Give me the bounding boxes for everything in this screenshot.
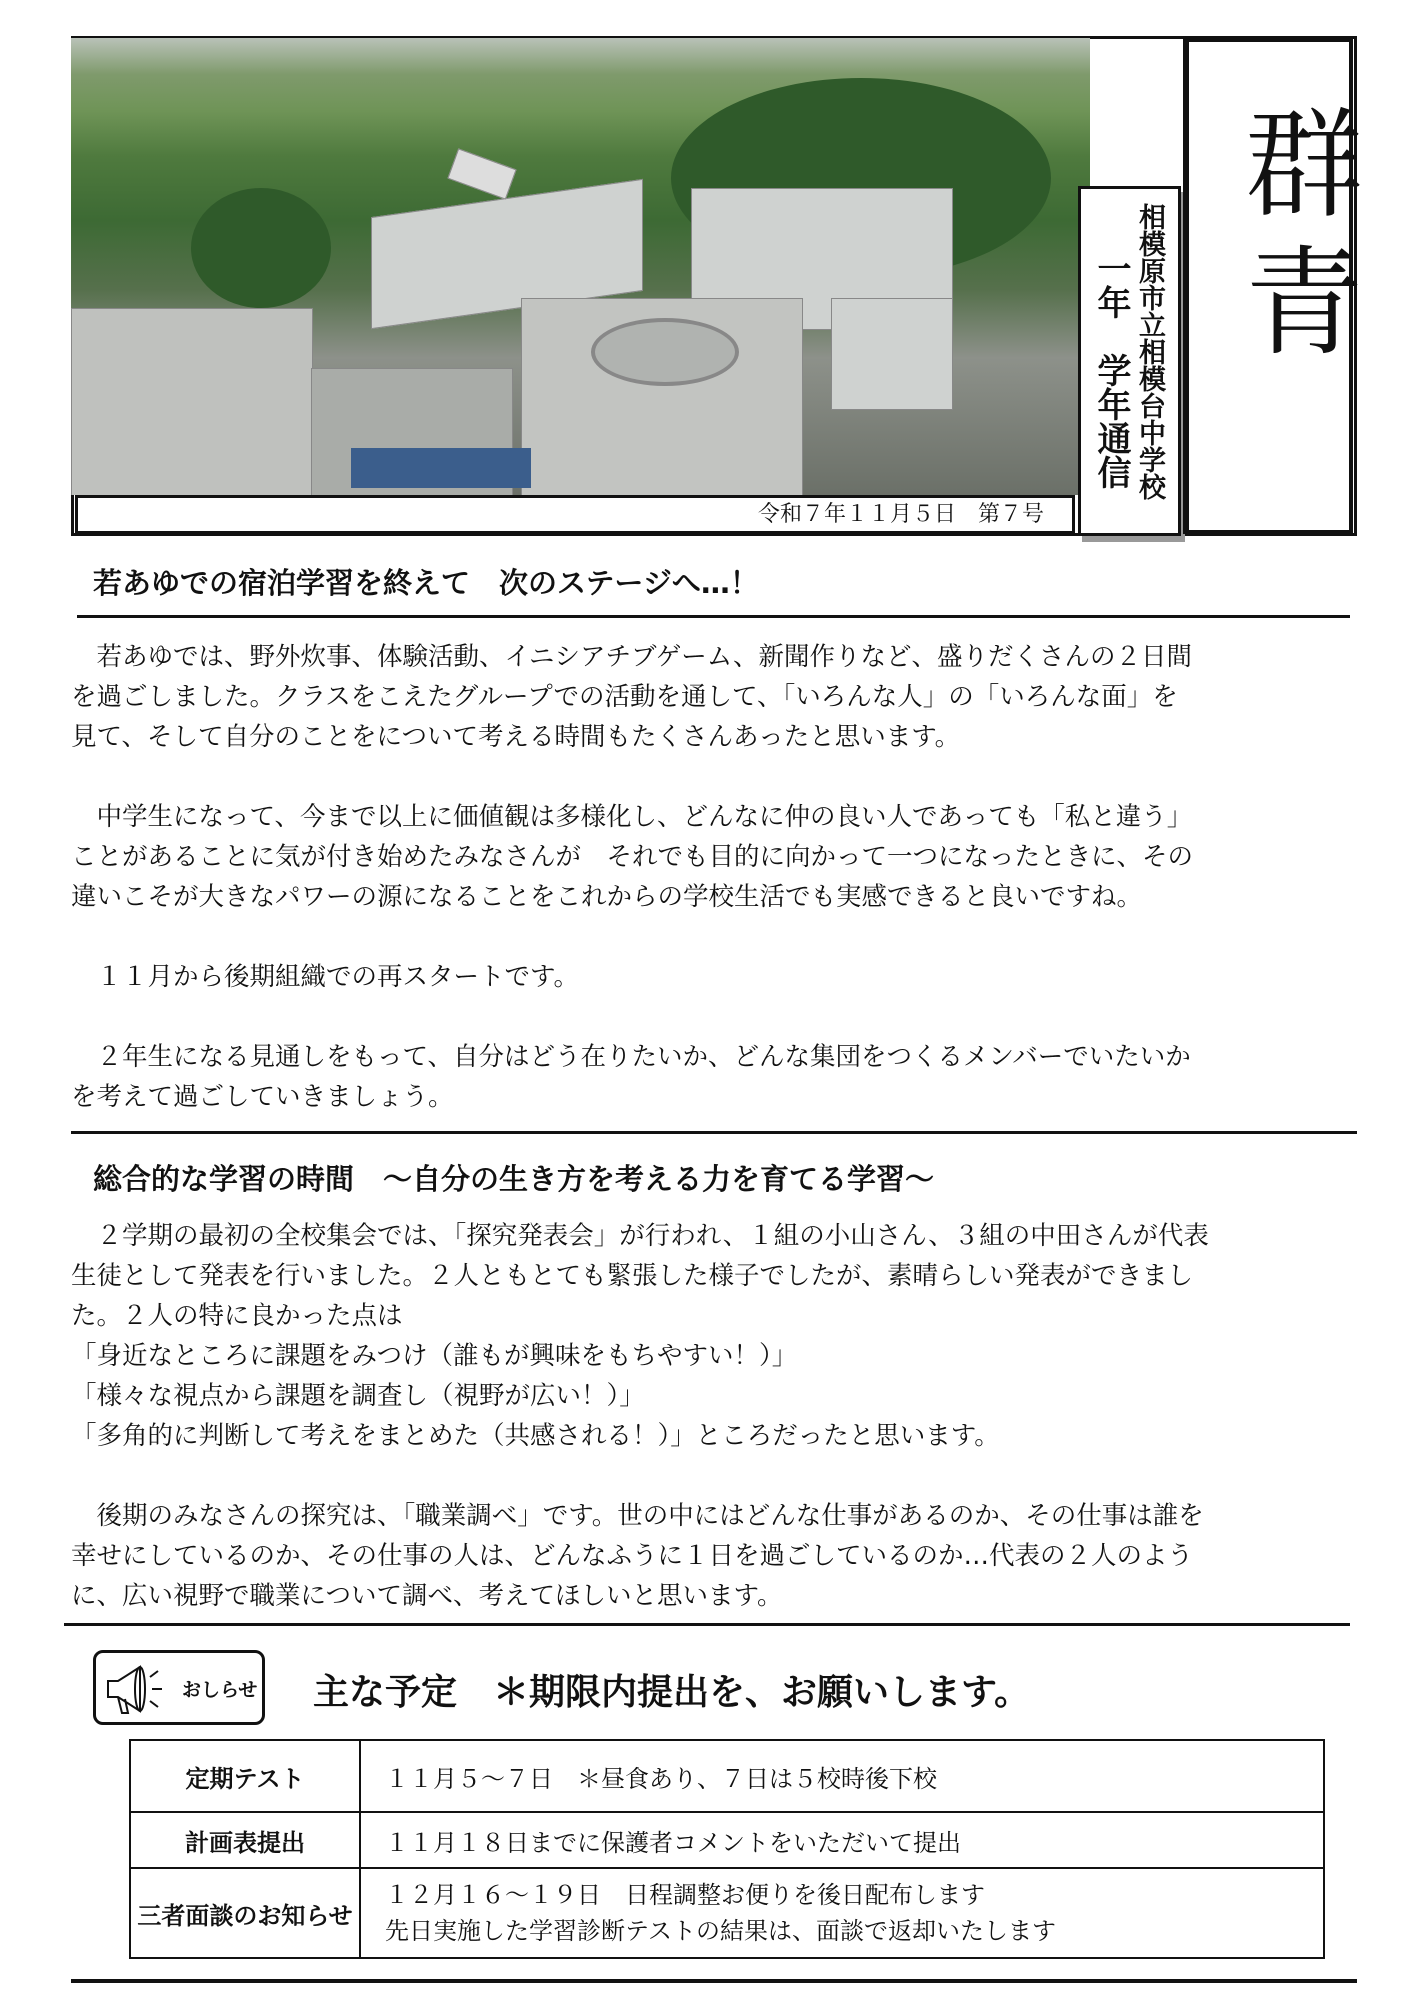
body-line: を考えて過ごしていきましょう。 — [71, 1082, 454, 1112]
body-line: 「身近なところに課題をみつけ（誰もが興味をもちやすい！）」 — [71, 1341, 798, 1371]
schedule-detail — [360, 1868, 1324, 1958]
divider — [77, 615, 1350, 618]
notice-badge-label: おしらせ — [182, 1679, 258, 1701]
section1-body — [71, 637, 1193, 1117]
body-line: 幸せにしているのか、その仕事の人は、どんなふうに１日を過ごしているのか…代表の２人のよう — [71, 1541, 1194, 1571]
schedule-table — [129, 1739, 1325, 1959]
body-line: 「多角的に判断して考えをまとめた（共感される！）」ところだったと思います。 — [71, 1421, 1000, 1451]
body-line — [71, 1456, 1209, 1496]
school-aerial-photo — [71, 38, 1090, 495]
body-line: に、広い視野で職業について調べ、考えてほしいと思います。 — [71, 1581, 783, 1611]
section2-body — [71, 1216, 1209, 1616]
divider — [64, 1623, 1350, 1626]
subtitle-box — [1078, 186, 1181, 536]
divider — [71, 1979, 1357, 1983]
schedule-detail-line: 先日実施した学習診断テストの結果は、面談で返却いたします — [385, 1917, 1057, 1945]
body-line: ２年生になる見通しをもって、自分はどう在りたいか、どんな集団をつくるメンバーでいたいか — [71, 1042, 1191, 1072]
table-row — [130, 1868, 1324, 1958]
body-line: 中学生になって、今まで以上に価値観は多様化し、どんなに仲の良い人であっても「私と違う」 — [71, 802, 1193, 832]
body-line: ２学期の最初の全校集会では、「探究発表会」が行われ、１組の小山さん、３組の中田さんが代表 — [71, 1221, 1209, 1251]
grade-newsletter-label: 一年 学年通信 — [1091, 251, 1131, 489]
body-line: 若あゆでは、野外炊事、体験活動、イニシアチブゲーム、新聞作りなど、盛りだくさんの２日間 — [71, 642, 1192, 672]
megaphone-icon — [100, 1659, 180, 1719]
body-line: 見て、そして自分のことをについて考える時間もたくさんあったと思います。 — [71, 722, 961, 752]
body-line: 「様々な視点から課題を調査し（視野が広い！）」 — [71, 1381, 645, 1411]
body-line — [71, 997, 1193, 1037]
section2-heading: 総合的な学習の時間 ～自分の生き方を考える力を育てる学習～ — [93, 1162, 935, 1196]
schedule-item: 計画表提出 — [130, 1812, 360, 1868]
schedule-item: 三者面談のお知らせ — [130, 1868, 360, 1958]
body-line — [71, 917, 1193, 957]
body-line: 生徒として発表を行いました。２人ともとても緊張した様子でしたが、素晴らしい発表ができまし — [71, 1261, 1194, 1291]
schedule-heading: 主な予定 ＊期限内提出を、お願いします。 — [313, 1672, 1031, 1713]
divider — [71, 1131, 1357, 1134]
title-box — [1183, 38, 1363, 534]
schedule-detail: １１月１８日までに保護者コメントをいただいて提出 — [360, 1812, 1324, 1868]
schedule-item: 定期テスト — [130, 1740, 360, 1812]
schedule-detail-line: １２月１６～１９日 日程調整お便りを後日配布します — [385, 1881, 985, 1909]
school-name: 相模原市立相模台中学校 — [1134, 203, 1165, 500]
body-line: １１月から後期組織での再スタートです。 — [71, 962, 579, 992]
section1-heading: 若あゆでの宿泊学習を終えて 次のステージへ…！ — [93, 566, 759, 600]
body-line: を過ごしました。クラスをこえたグループでの活動を通して、「いろんな人」の「いろんな面」を — [71, 682, 1178, 712]
notice-badge — [93, 1650, 265, 1725]
body-line — [71, 757, 1193, 797]
table-row — [130, 1740, 1324, 1812]
newsletter-title: 群青 — [1225, 102, 1363, 378]
body-line: ことがあることに気が付き始めたみなさんが それでも目的に向かって一つになったときに、その — [71, 842, 1194, 872]
table-row — [130, 1812, 1324, 1868]
body-line: 後期のみなさんの探究は、「職業調べ」です。世の中にはどんな仕事があるのか、その仕事は誰を — [71, 1501, 1204, 1531]
schedule-detail: １１月５～７日 ＊昼食あり、７日は５校時後下校 — [360, 1740, 1324, 1812]
body-line: 違いこそが大きなパワーの源になることをこれからの学校生活でも実感できると良いですね。 — [71, 882, 1143, 912]
body-line: た。２人の特に良かった点は — [71, 1301, 403, 1331]
issue-date: 令和７年１１月５日 第７号 — [75, 495, 1075, 534]
